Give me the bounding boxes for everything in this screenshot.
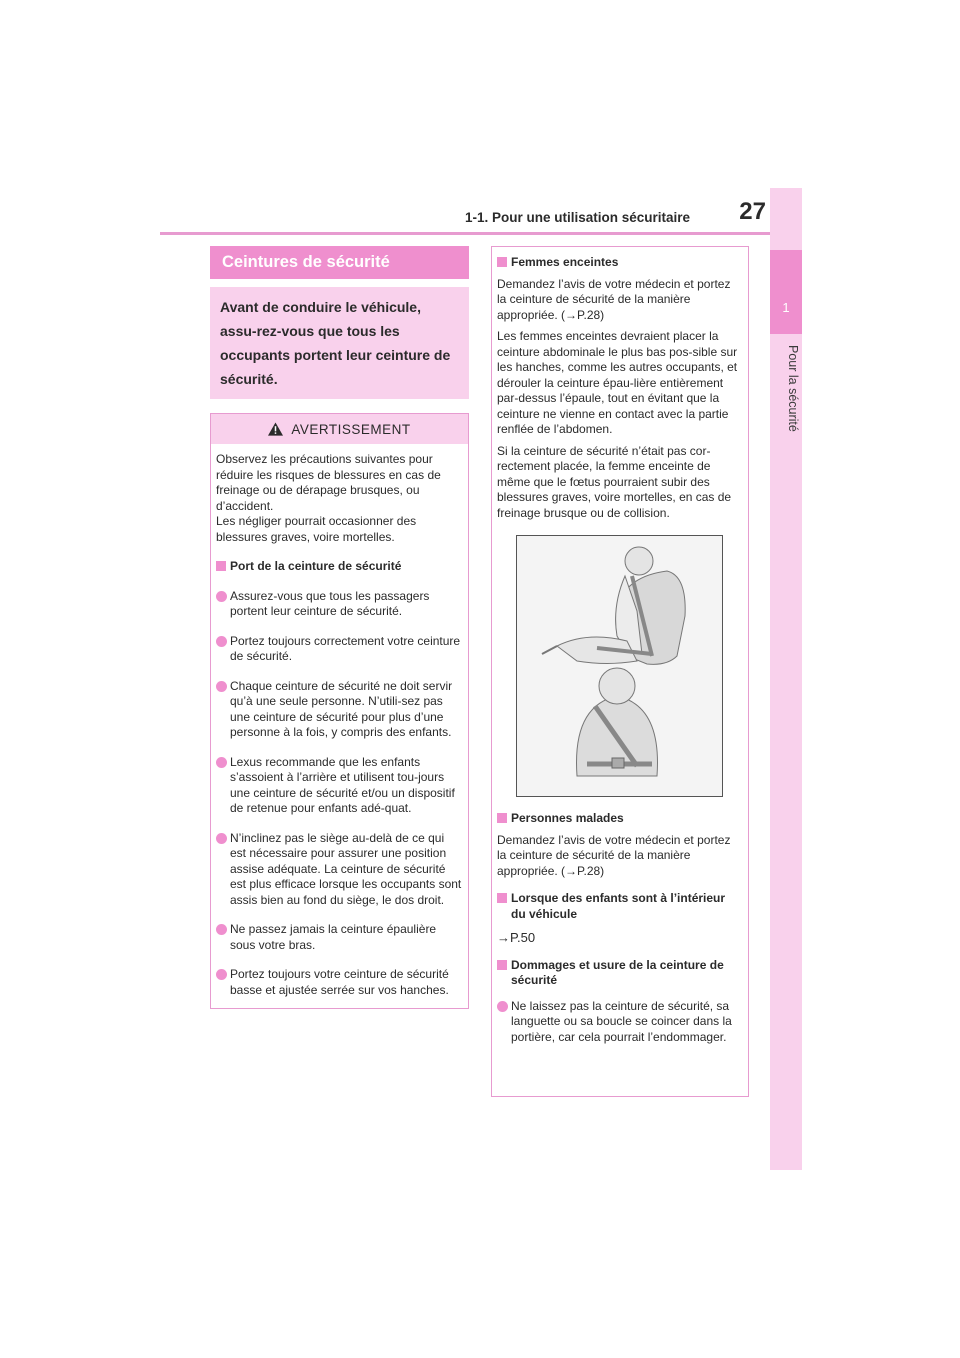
pregnant-paragraph-2: Les femmes enceintes devraient placer la ceinture abdominale le plus bas pos-sible sur les hanches, comme les autres occupants, et dérouler la ceinture épau-lière entièrement par-dessus l’épaule, tout en évitant que la ceinture ne vienne en contact avec la partie renflée de l’abdomen. (497, 329, 738, 436)
damage-heading: Dommages et usure de la ceinture de sécurité (497, 958, 742, 989)
pregnant-paragraph-1: Demandez l’avis de votre médecin et portez la ceinture de sécurité de la manière appropriée. (→P.28) (497, 276, 731, 322)
ill-heading: Personnes malades (497, 811, 742, 827)
ill-paragraph: Demandez l’avis de votre médecin et portez la ceinture de sécurité de la manière appropriée. (→P.28) (497, 832, 731, 878)
list-item: Ne passez jamais la ceinture épaulière sous votre bras. (216, 922, 463, 953)
list-item: Chaque ceinture de sécurité ne doit servir qu’à une seule personne. N’utili-sez pas une ceinture de sécurité pour plus d’une personne à la fois, y compris des enfants. (216, 679, 463, 741)
list-item: Assurez-vous que tous les passagers portent leur ceinture de sécurité. (216, 589, 463, 620)
intro-box: Avant de conduire le véhicule, assu-rez-vous que tous les occupants portent leur ceinture de sécurité. (210, 287, 469, 399)
warning-label: AVERTISSEMENT (291, 421, 411, 437)
right-column (491, 246, 749, 1097)
circle-bullet-icon (497, 1001, 508, 1012)
page-number: 27 (739, 198, 766, 225)
list-item: Portez toujours correctement votre ceinture de sécurité. (216, 634, 463, 665)
left-column (210, 246, 469, 1009)
seatbelt-illustration (516, 535, 723, 797)
circle-bullet-icon (216, 924, 227, 935)
circle-bullet-icon (216, 636, 227, 647)
chapter-tab-marker (770, 250, 802, 334)
list-item: Lexus recommande que les enfants s’assoient à l’arrière et utilisent tou-jours une ceinture de sécurité et/ou un dispositif de retenue pour enfants adé-quat. (216, 755, 463, 817)
square-bullet-icon (497, 960, 507, 970)
children-heading: Lorsque des enfants sont à l’intérieur du véhicule (497, 891, 742, 922)
warning-heading: Port de la ceinture de sécurité (216, 559, 463, 575)
circle-bullet-icon (216, 757, 227, 768)
header-rule (160, 232, 770, 235)
pregnant-heading: Femmes enceintes (497, 255, 742, 271)
children-page-reference: →P.50 (497, 930, 536, 945)
list-item: N’inclinez pas le siège au-delà de ce qui est nécessaire pour assurer une position assise adéquate. La ceinture de sécurité est plus efficace lorsque les occupants sont assis bien au fond du siège, le dos droit. (216, 831, 463, 909)
chapter-label: Pour la sécurité (786, 345, 800, 432)
section-banner: Ceintures de sécurité (210, 246, 469, 279)
chapter-number: 1 (782, 300, 790, 315)
warning-intro-2: Les négliger pourrait occasionner des blessures graves, voire mortelles. (216, 514, 417, 544)
square-bullet-icon (497, 813, 507, 823)
circle-bullet-icon (216, 969, 227, 980)
circle-bullet-icon (216, 833, 227, 844)
chapter-side-tab (770, 188, 802, 1170)
circle-bullet-icon (216, 591, 227, 602)
list-item: Ne laissez pas la ceinture de sécurité, sa languette ou sa boucle se coincer dans la portière, car cela pourrait l’endommager. (497, 999, 742, 1046)
warning-intro: Observez les précautions suivantes pour réduire les risques de blessures en cas de freinage ou de dérapage brusques, ou d’accident. (216, 452, 441, 513)
section-title: 1-1. Pour une utilisation sécuritaire (464, 210, 690, 225)
square-bullet-icon (497, 893, 507, 903)
warning-body (211, 444, 468, 1008)
warning-box (210, 413, 469, 1009)
warning-header (211, 414, 468, 444)
square-bullet-icon (216, 561, 226, 571)
list-item: Portez toujours votre ceinture de sécurité basse et ajustée serrée sur vos hanches. (216, 967, 463, 998)
circle-bullet-icon (216, 681, 227, 692)
pregnant-paragraph-3: Si la ceinture de sécurité n’était pas cor-rectement placée, la femme enceinte de même que le fœtus pourraient subir des blessures graves, voire mortelles, en cas de freinage brusque ou de collision. (497, 443, 732, 520)
warning-triangle-icon (268, 422, 283, 436)
square-bullet-icon (497, 257, 507, 267)
